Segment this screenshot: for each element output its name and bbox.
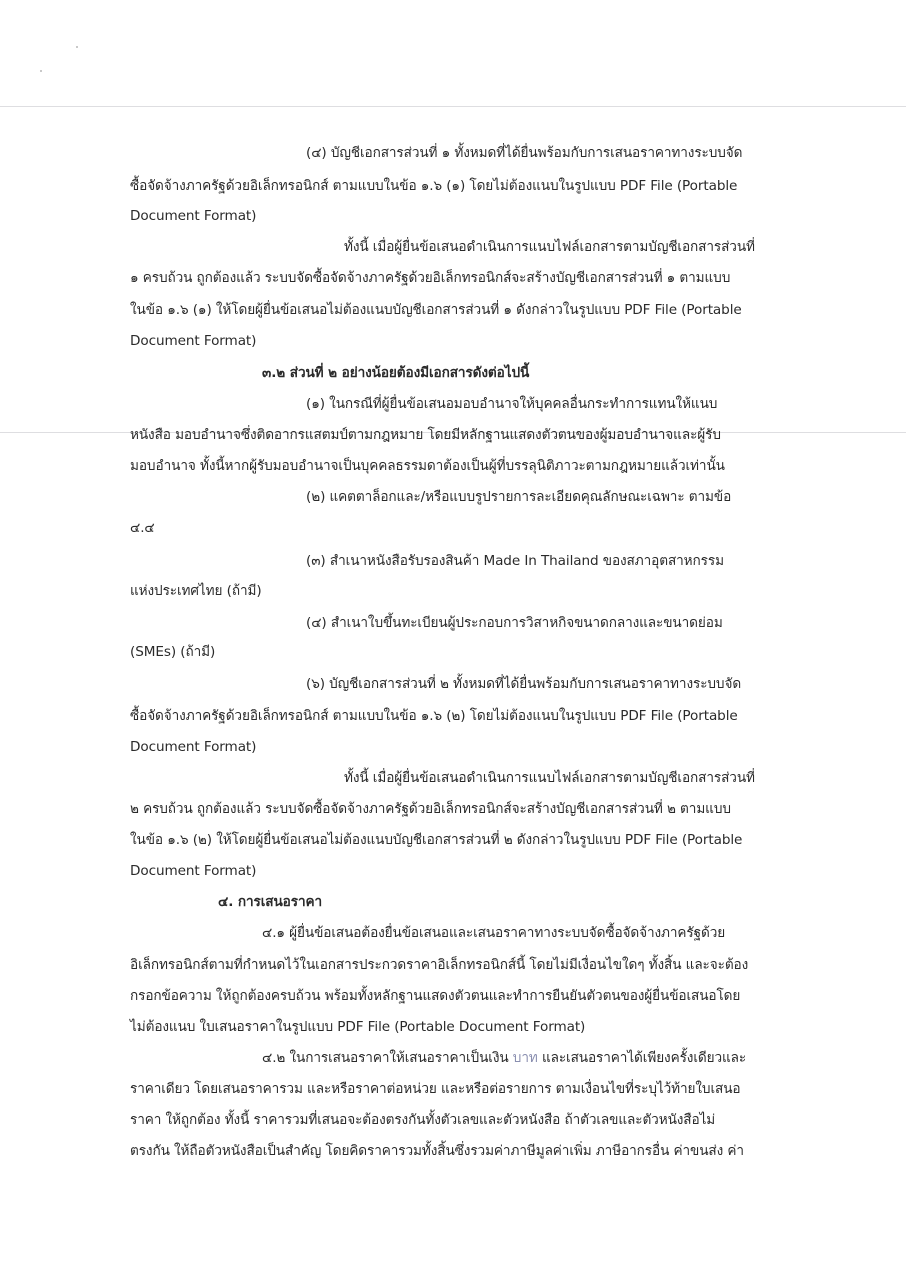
text-line: (SMEs) (ถ้ามี) bbox=[130, 644, 216, 660]
text-line: ๔.๔ bbox=[130, 520, 155, 536]
section-heading: ๔. การเสนอราคา bbox=[218, 894, 323, 910]
text-line: ในข้อ ๑.๖ (๑) ให้โดยผู้ยื่นข้อเสนอไม่ต้องแนบบัญชีเอกสารส่วนที่ ๑ ดังกล่าวในรูปแบบ PDF File (Portable bbox=[130, 302, 742, 318]
text-line: ๒ ครบถ้วน ถูกต้องแล้ว ระบบจัดซื้อจัดจ้างภาครัฐด้วยอิเล็กทรอนิกส์จะสร้างบัญชีเอกสารส่วนที่ ๒ ตามแบบ bbox=[130, 801, 731, 817]
text-line: หนังสือ มอบอำนาจซึ่งติดอากรแสตมป์ตามกฎหมาย โดยมีหลักฐานแสดงตัวตนของผู้มอบอำนาจและผู้รับ bbox=[130, 427, 721, 443]
text-fragment: ๔.๒ ในการเสนอราคาให้เสนอราคาเป็นเงิน bbox=[262, 1050, 509, 1066]
text-line: ซื้อจัดจ้างภาครัฐด้วยอิเล็กทรอนิกส์ ตามแบบในข้อ ๑.๖ (๑) โดยไม่ต้องแนบในรูปแบบ PDF File (Portable bbox=[130, 178, 738, 194]
text-line: ราคาเดียว โดยเสนอราคารวม และหรือราคาต่อหน่วย และหรือต่อรายการ ตามเงื่อนไขที่ระบุไว้ท้ายใบเสนอ bbox=[130, 1081, 741, 1097]
text-fragment: และเสนอราคาได้เพียงครั้งเดียวและ bbox=[541, 1050, 747, 1066]
text-line: (๒) แคตตาล็อกและ/หรือแบบรูปรายการละเอียดคุณลักษณะเฉพาะ ตามข้อ bbox=[306, 489, 732, 505]
currency-word: บาท bbox=[512, 1050, 538, 1066]
text-line: Document Format) bbox=[130, 739, 257, 755]
text-line: ๔.๑ ผู้ยื่นข้อเสนอต้องยื่นข้อเสนอและเสนอราคาทางระบบจัดซื้อจัดจ้างภาครัฐด้วย bbox=[262, 925, 726, 941]
text-line: ๑ ครบถ้วน ถูกต้องแล้ว ระบบจัดซื้อจัดจ้างภาครัฐด้วยอิเล็กทรอนิกส์จะสร้างบัญชีเอกสารส่วนที่ ๑ ตามแบบ bbox=[130, 270, 731, 286]
text-line: แห่งประเทศไทย (ถ้ามี) bbox=[130, 583, 262, 599]
text-line: (๖) บัญชีเอกสารส่วนที่ ๒ ทั้งหมดที่ได้ยื่นพร้อมกับการเสนอราคาทางระบบจัด bbox=[306, 676, 742, 692]
text-line: Document Format) bbox=[130, 208, 257, 224]
text-line: Document Format) bbox=[130, 333, 257, 349]
text-line: (๔) บัญชีเอกสารส่วนที่ ๑ ทั้งหมดที่ได้ยื่นพร้อมกับการเสนอราคาทางระบบจัด bbox=[306, 145, 743, 161]
text-line: (๔) สำเนาใบขึ้นทะเบียนผู้ประกอบการวิสาหกิจขนาดกลางและขนาดย่อม bbox=[306, 615, 723, 631]
scan-speck bbox=[76, 46, 78, 48]
text-line: ในข้อ ๑.๖ (๒) ให้โดยผู้ยื่นข้อเสนอไม่ต้องแนบบัญชีเอกสารส่วนที่ ๒ ดังกล่าวในรูปแบบ PDF File (Portable bbox=[130, 832, 743, 848]
text-line: ทั้งนี้ เมื่อผู้ยื่นข้อเสนอดำเนินการแนบไฟล์เอกสารตามบัญชีเอกสารส่วนที่ bbox=[344, 239, 755, 255]
text-line: กรอกข้อความ ให้ถูกต้องครบถ้วน พร้อมทั้งหลักฐานแสดงตัวตนและทำการยืนยันตัวตนของผู้ยื่นข้อเสนอโดย bbox=[130, 988, 741, 1004]
text-line: (๑) ในกรณีที่ผู้ยื่นข้อเสนอมอบอำนาจให้บุคคลอื่นกระทำการแทนให้แนบ bbox=[306, 396, 718, 412]
text-line: ไม่ต้องแนบ ใบเสนอราคาในรูปแบบ PDF File (Portable Document Format) bbox=[130, 1019, 586, 1035]
text-line: มอบอำนาจ ทั้งนี้หากผู้รับมอบอำนาจเป็นบุคคลธรรมดาต้องเป็นผู้ที่บรรลุนิติภาวะตามกฎหมายแล้วเท่านั้น bbox=[130, 458, 725, 474]
section-heading: ๓.๒ ส่วนที่ ๒ อย่างน้อยต้องมีเอกสารดังต่อไปนี้ bbox=[262, 365, 530, 381]
text-line: ทั้งนี้ เมื่อผู้ยื่นข้อเสนอดำเนินการแนบไฟล์เอกสารตามบัญชีเอกสารส่วนที่ bbox=[344, 770, 755, 786]
scan-speck bbox=[40, 70, 42, 72]
text-line bbox=[262, 1047, 746, 1069]
scan-artifact bbox=[0, 106, 906, 107]
text-line: ซื้อจัดจ้างภาครัฐด้วยอิเล็กทรอนิกส์ ตามแบบในข้อ ๑.๖ (๒) โดยไม่ต้องแนบในรูปแบบ PDF File (Portable bbox=[130, 708, 738, 724]
text-line: ราคา ให้ถูกต้อง ทั้งนี้ ราคารวมที่เสนอจะต้องตรงกันทั้งตัวเลขและตัวหนังสือ ถ้าตัวเลขและตัวหนังสือไม่ bbox=[130, 1112, 716, 1128]
text-line: อิเล็กทรอนิกส์ตามที่กำหนดไว้ในเอกสารประกวดราคาอิเล็กทรอนิกส์นี้ โดยไม่มีเงื่อนไขใดๆ ทั้งสิ้น และจะต้อง bbox=[130, 957, 749, 973]
text-line: ตรงกัน ให้ถือตัวหนังสือเป็นสำคัญ โดยคิดราคารวมทั้งสิ้นซึ่งรวมค่าภาษีมูลค่าเพิ่ม ภาษีอากรอื่น ค่าขนส่ง ค่า bbox=[130, 1143, 744, 1159]
text-line: (๓) สำเนาหนังสือรับรองสินค้า Made In Thailand ของสภาอุตสาหกรรม bbox=[306, 553, 724, 569]
text-line: Document Format) bbox=[130, 863, 257, 879]
